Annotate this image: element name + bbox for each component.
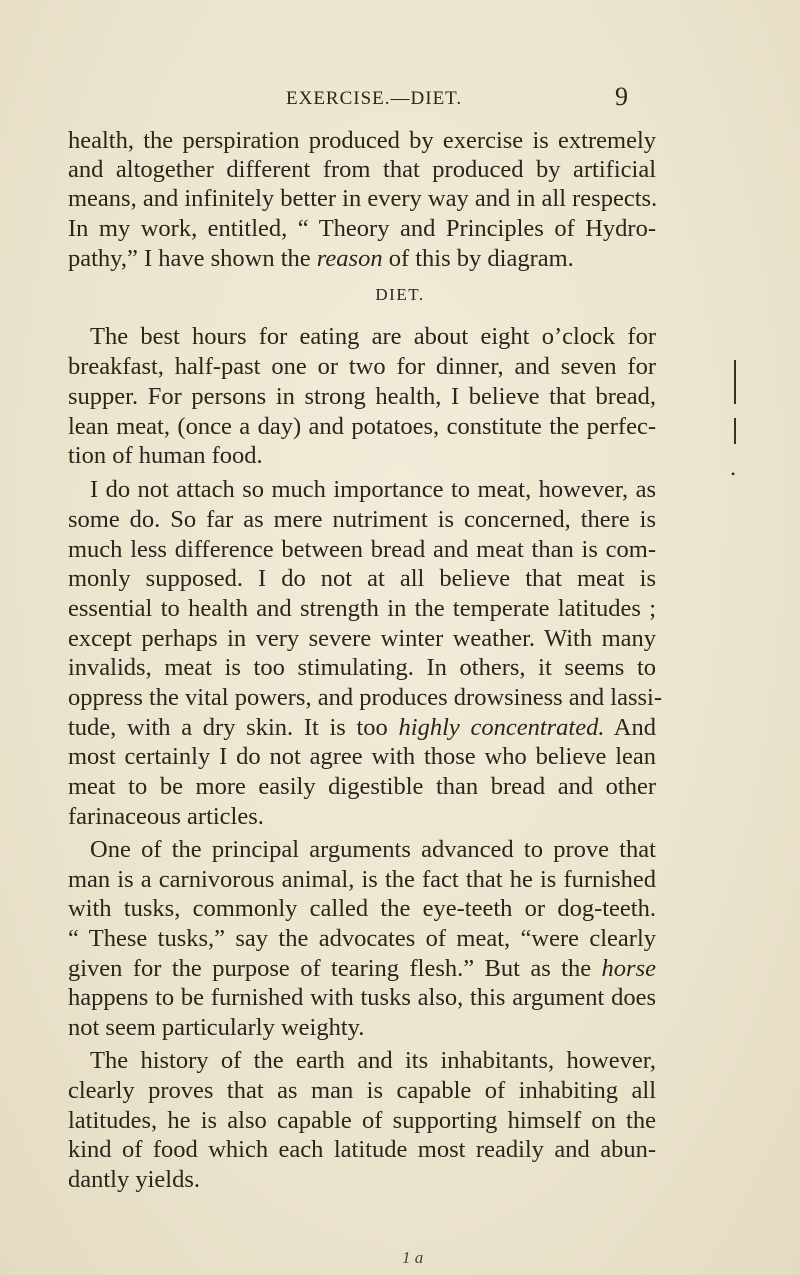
text-line: health, the perspiration produced by exercise is extremely xyxy=(68,127,656,154)
text-line: monly supposed. I do not at all believe that meat is xyxy=(68,565,656,592)
text-line: essential to health and strength in the temperate latitudes ; xyxy=(68,595,656,622)
text-line: The best hours for eating are about eight o’clock for xyxy=(90,323,656,350)
section-heading: DIET. xyxy=(375,285,425,304)
text-line: dantly yields. xyxy=(68,1166,201,1193)
text-line: In my work, entitled, “ Theory and Principles of Hydro- xyxy=(68,215,656,242)
emphasis-reason: reason xyxy=(316,245,383,272)
text-line: not seem particularly weighty. xyxy=(68,1014,365,1041)
text-line: man is a carnivorous animal, is the fact that he is furnished xyxy=(68,866,656,893)
text-line: meat to be more easily digestible than bread and other xyxy=(68,773,656,800)
margin-rule xyxy=(734,360,736,404)
margin-rule xyxy=(734,418,736,444)
text-line: invalids, meat is too stimulating. In others, it seems to xyxy=(68,654,656,681)
text-segment: given for the purpose of tearing flesh.” But as the xyxy=(68,955,602,982)
text-line: The history of the earth and its inhabitants, however, xyxy=(90,1047,656,1074)
text-line: tion of human food. xyxy=(68,442,263,469)
text-line: supper. For persons in strong health, I believe that bread, xyxy=(68,383,656,410)
text-line: means, and infinitely better in every way and in all respects. xyxy=(68,185,658,212)
text-line: breakfast, half-past one or two for dinner, and seven for xyxy=(68,353,656,380)
emphasis-horse: horse xyxy=(601,955,656,982)
text-line: farinaceous articles. xyxy=(68,803,264,830)
text-line xyxy=(68,713,656,743)
text-line: oppress the vital powers, and produces drowsiness and lassi- xyxy=(68,684,663,711)
text-line: clearly proves that as man is capable of inhabiting all xyxy=(68,1077,656,1104)
text-line: some do. So far as mere nutriment is concerned, there is xyxy=(68,506,656,533)
text-line: with tusks, commonly called the eye-teeth or dog-teeth. xyxy=(68,895,656,922)
text-line: latitudes, he is also capable of supporting himself on the xyxy=(68,1107,656,1134)
text-line: I do not attach so much importance to meat, however, as xyxy=(90,476,656,503)
page-number: 9 xyxy=(615,82,628,111)
text-line: most certainly I do not agree with those who believe lean xyxy=(68,743,656,770)
text-line xyxy=(68,244,574,274)
text-line: kind of food which each latitude most readily and abun- xyxy=(68,1136,656,1163)
text-line: lean meat, (once a day) and potatoes, constitute the perfec- xyxy=(68,413,656,440)
emphasis-highly-concentrated: highly concentrated. xyxy=(398,714,605,741)
signature-mark: 1 a xyxy=(402,1248,424,1267)
text-line: except perhaps in very severe winter weather. With many xyxy=(68,625,656,652)
running-head-title: EXERCISE.—DIET. xyxy=(286,88,463,109)
text-line: One of the principal arguments advanced to prove that xyxy=(90,836,656,863)
text-segment: of this by diagram. xyxy=(382,245,574,272)
text-segment: pathy,” I have shown the xyxy=(68,245,317,272)
margin-dot: • xyxy=(731,467,736,481)
text-line: “ These tusks,” say the advocates of meat, “were clearly xyxy=(68,925,656,952)
text-segment: And xyxy=(604,714,657,741)
text-line: much less difference between bread and meat than is com- xyxy=(68,536,656,563)
text-line xyxy=(68,954,656,984)
text-segment: tude, with a dry skin. It is too xyxy=(68,714,399,741)
text-line: and altogether different from that produced by artificial xyxy=(68,156,656,183)
text-line: happens to be furnished with tusks also, this argument does xyxy=(68,984,656,1011)
